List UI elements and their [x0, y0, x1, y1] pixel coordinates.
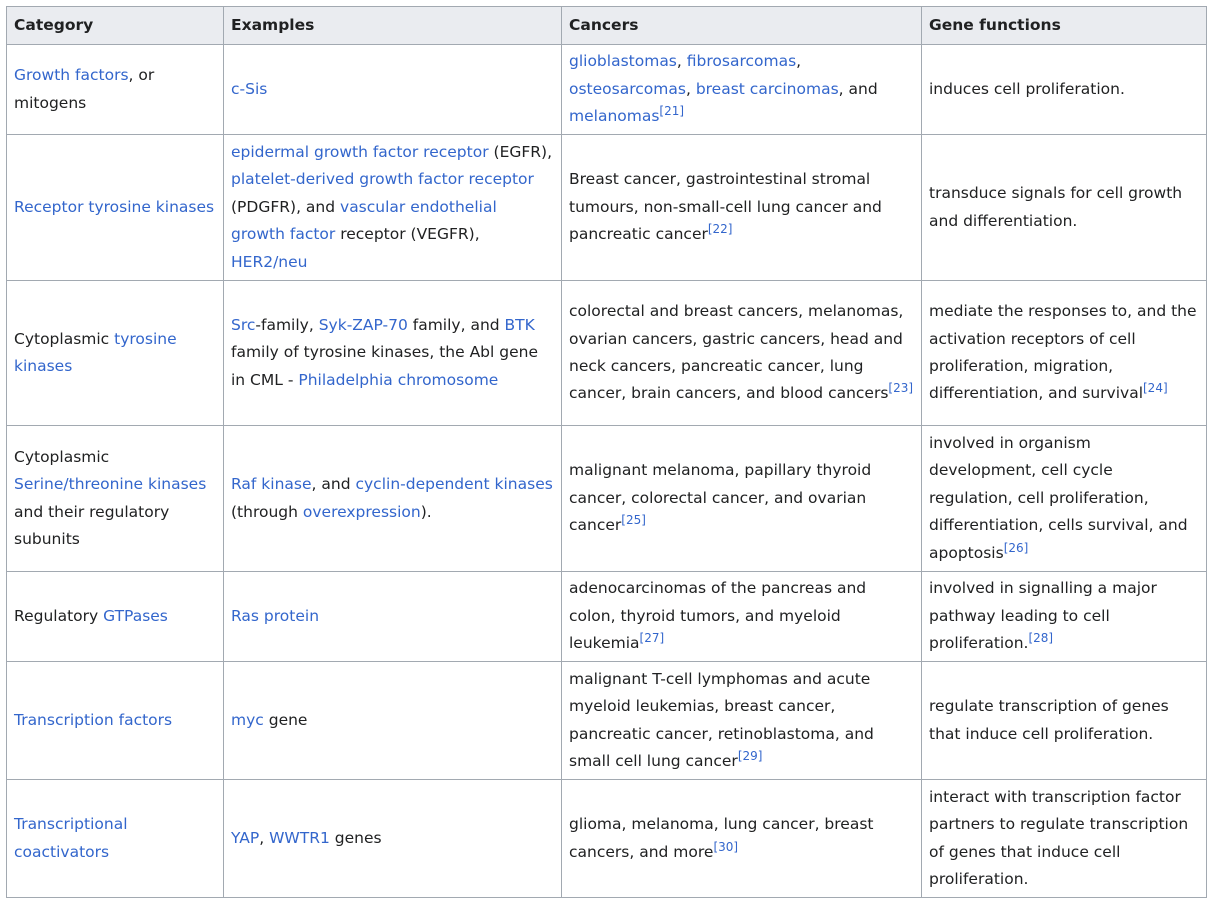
link-breast-carcinomas[interactable]: breast carcinomas	[695, 79, 839, 98]
citation-ref[interactable]: [21]	[659, 104, 685, 119]
table-row	[7, 45, 1207, 135]
cell-gene-functions: involved in signalling a major pathway leading to cell proliferation.[28]	[922, 572, 1207, 662]
cell-cancers: malignant T-cell lymphomas and acute myeloid leukemias, breast cancer, pancreatic cancer, retinoblastoma, and small cell lung cancer[29]	[562, 662, 922, 780]
cell-category	[7, 780, 224, 898]
cell-gene-functions: mediate the responses to, and the activation receptors of cell proliferation, migration, differentiation, and survival[24]	[922, 281, 1207, 426]
cell-gene-functions: interact with transcription factor partners to regulate transcription of genes that induce cell proliferation.	[922, 780, 1207, 898]
table-row	[7, 780, 1207, 898]
link-gtpases[interactable]: GTPases	[103, 606, 168, 625]
link-syk-zap-70[interactable]: Syk-ZAP-70	[318, 315, 408, 334]
link-myc[interactable]: myc	[231, 710, 264, 729]
cell-category: Growth factors, or mitogens	[7, 45, 224, 135]
cell-gene-functions: regulate transcription of genes that induce cell proliferation.	[922, 662, 1207, 780]
citation-ref[interactable]: [24]	[1143, 381, 1168, 396]
cell-examples	[224, 45, 562, 135]
link-fibrosarcomas[interactable]: fibrosarcomas	[686, 52, 797, 71]
header-examples[interactable]: Examples	[224, 7, 562, 45]
cell-category: Cytoplasmic tyrosine kinases	[7, 281, 224, 426]
table-row	[7, 281, 1207, 426]
link-philadelphia-chromosome[interactable]: Philadelphia chromosome	[298, 370, 499, 389]
cell-gene-functions: involved in organism development, cell cycle regulation, cell proliferation, differentiation, cells survival, and apoptosis[26]	[922, 426, 1207, 572]
table-row	[7, 572, 1207, 662]
citation-ref[interactable]: [25]	[621, 513, 646, 528]
header-category[interactable]: Category	[7, 7, 224, 45]
cell-examples: Raf kinase, and cyclin-dependent kinases (through overexpression).	[224, 426, 562, 572]
link-her2-neu[interactable]: HER2/neu	[231, 252, 308, 271]
cell-cancers: glioblastomas, fibrosarcomas, osteosarcomas, breast carcinomas, and melanomas[21]	[562, 45, 922, 135]
link-transcriptional-coactivators[interactable]: Transcriptional coactivators	[14, 815, 128, 861]
oncogene-table	[6, 6, 1207, 898]
link-tyrosine-kinases[interactable]: tyrosine kinases	[14, 329, 177, 375]
link-ras-protein[interactable]: Ras protein	[231, 606, 320, 625]
link-c-sis[interactable]: c-Sis	[231, 79, 268, 98]
table-row	[7, 662, 1207, 780]
header-gene-functions[interactable]: Gene functions	[922, 7, 1207, 45]
table-row	[7, 135, 1207, 281]
citation-ref[interactable]: [26]	[1003, 540, 1029, 555]
link-melanomas[interactable]: melanomas	[569, 107, 660, 126]
link-osteosarcomas[interactable]: osteosarcomas	[569, 79, 686, 98]
cell-cancers: Breast cancer, gastrointestinal stromal tumours, non-small-cell lung cancer and pancreatic cancer[22]	[562, 135, 922, 281]
citation-ref[interactable]: [27]	[639, 631, 665, 646]
link-receptor-tyrosine-kinases[interactable]: Receptor tyrosine kinases	[14, 197, 215, 216]
cell-category: Cytoplasmic Serine/threonine kinases and their regulatory subunits	[7, 426, 224, 572]
link-raf-kinase[interactable]: Raf kinase	[231, 475, 312, 494]
link-pdgfr[interactable]: platelet-derived growth factor receptor	[231, 170, 534, 189]
cell-cancers: colorectal and breast cancers, melanomas, ovarian cancers, gastric cancers, head and neck cancers, pancreatic cancer, lung cancer, brain cancers, and blood cancers[23]	[562, 281, 922, 426]
link-egfr[interactable]: epidermal growth factor receptor	[231, 142, 489, 161]
header-cancers[interactable]: Cancers	[562, 7, 922, 45]
citation-ref[interactable]: [23]	[888, 381, 914, 396]
link-overexpression[interactable]: overexpression	[302, 502, 421, 521]
link-vegf[interactable]: vascular endothelial growth factor	[231, 197, 497, 244]
cell-examples: myc gene	[224, 662, 562, 780]
citation-ref[interactable]: [28]	[1028, 631, 1054, 646]
link-growth-factors[interactable]: Growth factors	[14, 66, 129, 85]
cell-gene-functions: transduce signals for cell growth and differentiation.	[922, 135, 1207, 281]
cell-cancers: glioma, melanoma, lung cancer, breast cancers, and more[30]	[562, 780, 922, 898]
citation-ref[interactable]: [30]	[713, 839, 739, 854]
link-wwtr1[interactable]: WWTR1	[269, 828, 330, 847]
cell-cancers: malignant melanoma, papillary thyroid cancer, colorectal cancer, and ovarian cancer[25]	[562, 426, 922, 572]
link-glioblastomas[interactable]: glioblastomas	[569, 52, 677, 71]
link-cyclin-dependent-kinases[interactable]: cyclin-dependent kinases	[355, 475, 553, 494]
cell-examples: Src-family, Syk-ZAP-70 family, and BTK family of tyrosine kinases, the Abl gene in CML - Philadelphia chromosome	[224, 281, 562, 426]
table-row	[7, 426, 1207, 572]
citation-ref[interactable]: [29]	[737, 748, 763, 763]
cell-category: Regulatory GTPases	[7, 572, 224, 662]
link-yap[interactable]: YAP	[231, 828, 260, 847]
cell-examples: epidermal growth factor receptor (EGFR), platelet-derived growth factor receptor (PDGFR), and vascular endothelial growth factor receptor (VEGFR), HER2/neu	[224, 135, 562, 281]
citation-ref[interactable]: [22]	[707, 222, 733, 237]
link-src[interactable]: Src	[231, 315, 256, 334]
cell-category	[7, 135, 224, 281]
cell-category	[7, 662, 224, 780]
cell-examples	[224, 572, 562, 662]
link-btk[interactable]: BTK	[504, 315, 535, 334]
cell-examples: YAP, WWTR1 genes	[224, 780, 562, 898]
header-row	[7, 7, 1207, 45]
cell-gene-functions: induces cell proliferation.	[922, 45, 1207, 135]
link-transcription-factors[interactable]: Transcription factors	[14, 710, 173, 729]
cell-cancers: adenocarcinomas of the pancreas and colon, thyroid tumors, and myeloid leukemia[27]	[562, 572, 922, 662]
link-serine-threonine-kinases[interactable]: Serine/threonine kinases	[14, 475, 207, 494]
